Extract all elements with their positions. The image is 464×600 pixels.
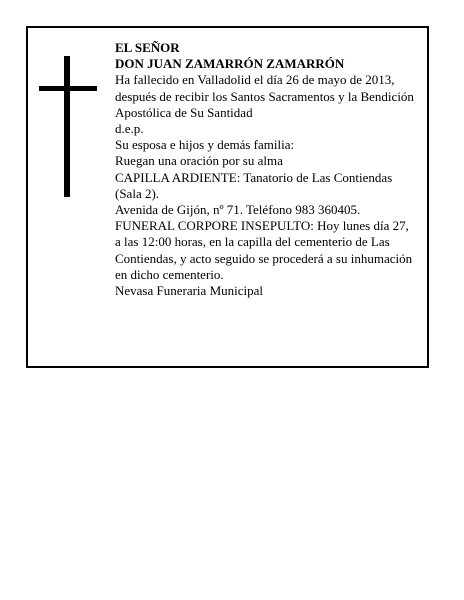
funeral-home: Nevasa Funeraria Municipal [115, 283, 264, 299]
chapel-info: CAPILLA ARDIENTE: Tanatorio de Las Contiendas (Sala 2). [115, 169, 393, 201]
prayer-request: Ruegan una oración por su alma [115, 153, 283, 169]
notice-text [115, 40, 415, 299]
death-announcement: Ha fallecido en Valladolid el día 26 de mayo de 2013, después de recibir los Santos Sacramentos y la Bendición Apostólica de Su Santidad [115, 72, 414, 120]
rip-line: d.e.p. [115, 121, 144, 137]
cross-vertical-bar [64, 56, 70, 197]
address-info: Avenida de Gijón, nº 71. Teléfono 983 360405. [115, 202, 361, 218]
notice-title: EL SEÑOR [115, 40, 180, 55]
obituary-notice [26, 26, 429, 368]
funeral-info: FUNERAL CORPORE INSEPULTO: Hoy lunes día 27, a las 12:00 horas, en la capilla del cementerio de Las Contiendas, y acto seguido se procederá a su inhumación en dicho cementerio. [115, 218, 413, 282]
cross-horizontal-bar [39, 86, 97, 91]
cross-icon [39, 56, 97, 197]
deceased-name: DON JUAN ZAMARRÓN ZAMARRÓN [115, 56, 345, 72]
family-line: Su esposa e hijos y demás familia: [115, 137, 295, 153]
